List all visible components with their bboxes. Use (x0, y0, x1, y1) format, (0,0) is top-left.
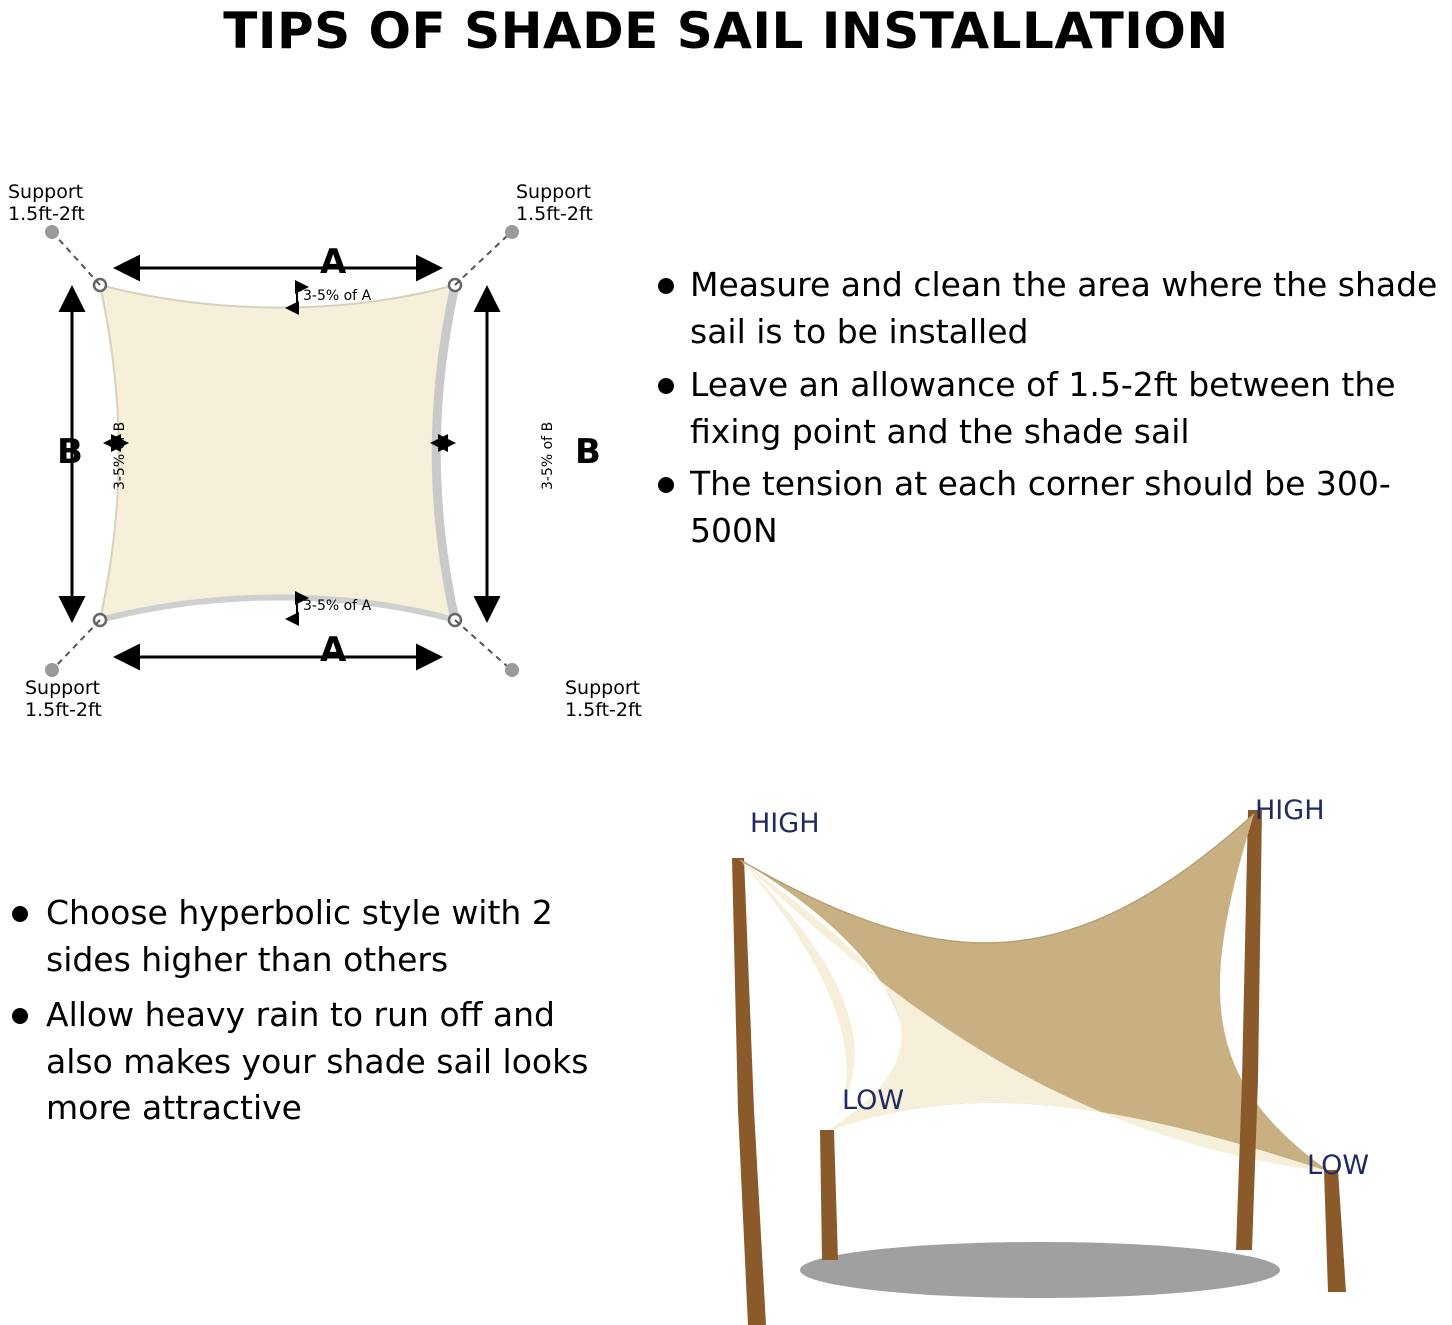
support-label-bottom-left (25, 678, 102, 722)
sail-light-lobe (740, 860, 855, 1132)
support-label-line1: Support (516, 181, 592, 203)
curve-label-left: 3-5% of B (112, 421, 128, 490)
support-label-top-right (516, 182, 593, 226)
list-item: Allow heavy rain to run off and also makes your shade sail looks more attractive (0, 992, 630, 1133)
support-dot-top-right (505, 225, 519, 239)
support-label-bottom-right (565, 678, 642, 722)
sail-label-high-left: HIGH (750, 808, 820, 839)
page-title: TIPS OF SHADE SAIL INSTALLATION (223, 2, 1229, 60)
curve-label-right: 3-5% of B (540, 421, 556, 490)
hyperbolic-sail-illustration (640, 780, 1452, 1325)
curve-label-top: 3-5% of A (303, 288, 372, 304)
curve-label-bottom: 3-5% of A (303, 598, 372, 614)
post-high-left-lower (738, 1110, 766, 1325)
support-label-line1: Support (25, 677, 101, 699)
sail-label-low-left: LOW (842, 1085, 905, 1116)
support-dot-bottom-left (45, 663, 59, 677)
post-high-right (1242, 810, 1262, 1080)
list-item: Leave an allowance of 1.5-2ft between the fixing point and the shade sail (650, 362, 1450, 456)
dimension-label-b-left: B (57, 432, 83, 472)
ground-shadow (800, 1242, 1280, 1298)
support-line-top-right (455, 235, 508, 285)
support-label-line1: Support (565, 677, 641, 699)
support-dot-bottom-right (505, 663, 519, 677)
dimension-label-b-right: B (575, 432, 601, 472)
support-label-line2: 1.5ft-2ft (565, 698, 642, 721)
support-label-line1: Support (8, 181, 84, 203)
sail-label-high-right: HIGH (1255, 795, 1325, 826)
hyperbolic-style-tips-list (0, 890, 630, 1140)
post-low-left (820, 1130, 838, 1260)
support-line-top-left (55, 235, 100, 285)
list-item: Measure and clean the area where the shade sail is to be installed (650, 262, 1450, 356)
sail-label-low-right: LOW (1307, 1150, 1370, 1181)
post-high-left (732, 858, 754, 1110)
installation-tips-list (650, 262, 1450, 561)
shade-sail-dimension-diagram (0, 160, 660, 740)
sail-illustration-svg (640, 780, 1452, 1325)
support-label-line2: 1.5ft-2ft (25, 698, 102, 721)
support-label-line2: 1.5ft-2ft (8, 202, 85, 225)
support-line-bottom-left (55, 620, 100, 667)
support-label-top-left (8, 182, 85, 226)
post-low-right (1324, 1170, 1346, 1292)
support-line-bottom-right (455, 620, 508, 667)
dimension-label-a-top: A (320, 242, 347, 282)
list-item: The tension at each corner should be 300-500N (650, 461, 1450, 555)
list-item: Choose hyperbolic style with 2 sides higher than others (0, 890, 630, 984)
dimension-label-a-bottom: A (320, 630, 347, 670)
sail-shape (100, 285, 455, 620)
support-label-line2: 1.5ft-2ft (516, 202, 593, 225)
support-dot-top-left (45, 225, 59, 239)
